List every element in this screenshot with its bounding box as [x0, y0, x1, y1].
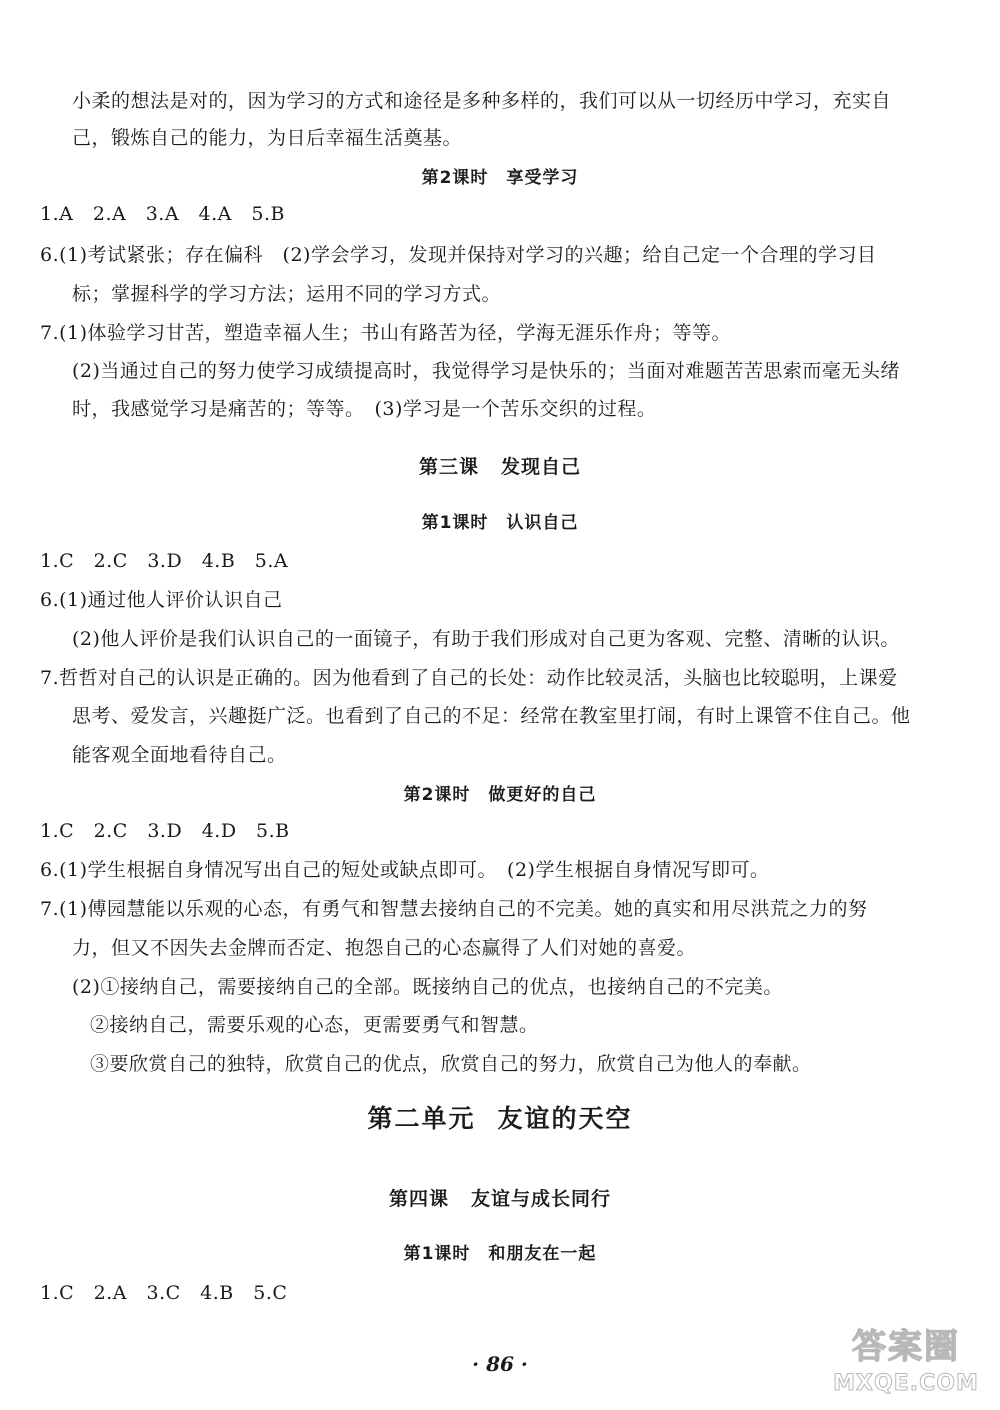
answer-line: 1.A 2.A 3.A 4.A 5.B	[40, 203, 285, 225]
text-line: ③要欣赏自己的独特，欣赏自己的优点，欣赏自己的努力，欣赏自己为他人的奉献。	[90, 1053, 812, 1075]
answer-line: 6.(1)通过他人评价认识自己	[40, 589, 283, 611]
text-line: (2)当通过自己的努力使学习成绩提高时，我觉得学习是快乐的；当面对难题苦苦思索而毫无头绪	[72, 360, 900, 382]
answer-line: 1.C 2.C 3.D 4.B 5.A	[40, 550, 289, 572]
text-line: 力，但又不因失去金牌而否定、抱怨自己的心态赢得了人们对她的喜爱。	[72, 937, 697, 959]
text-line: (2)他人评价是我们认识自己的一面镜子，有助于我们形成对自己更为客观、完整、清晰的认识。	[72, 628, 900, 650]
lesson-heading: 第2课时 享受学习	[421, 168, 579, 188]
text-line: 标；掌握科学的学习方法；运用不同的学习方式。	[72, 283, 502, 305]
text-line: 能客观全面地看待自己。	[72, 744, 287, 766]
watermark-logo	[818, 1318, 988, 1398]
text-line: 思考、爱发言，兴趣挺广泛。也看到了自己的不足：经常在教室里打闹，有时上课管不住自己。他	[72, 705, 911, 727]
answer-line: 7.哲哲对自己的认识是正确的。因为他看到了自己的长处：动作比较灵活，头脑也比较聪明，上课爱	[40, 667, 898, 689]
answer-line: 1.C 2.C 3.D 4.D 5.B	[40, 820, 290, 842]
answer-line: 6.(1)考试紧张；存在偏科 (2)学会学习，发现并保持对学习的兴趣；给自己定一个合理的学习目	[40, 244, 877, 266]
text-line: (2)①接纳自己，需要接纳自己的全部。既接纳自己的优点，也接纳自己的不完美。	[72, 976, 783, 998]
text-line: ②接纳自己，需要乐观的心态，更需要勇气和智慧。	[90, 1014, 539, 1036]
answer-line: 1.C 2.A 3.C 4.B 5.C	[40, 1282, 288, 1304]
lesson-heading: 第2课时 做更好的自己	[403, 785, 597, 805]
answer-line: 7.(1)傅园慧能以乐观的心态，有勇气和智慧去接纳自己的不完美。她的真实和用尽洪荒之力的努	[40, 898, 868, 920]
text-line: 己，锻炼自己的能力，为日后幸福生活奠基。	[72, 127, 463, 149]
answer-line: 7.(1)体验学习甘苦，塑造幸福人生；书山有路苦为径，学海无涯乐作舟；等等。	[40, 322, 732, 344]
course-heading: 第四课 友谊与成长同行	[388, 1188, 612, 1210]
course-heading: 第三课 发现自己	[418, 456, 582, 478]
text-line: 时，我感觉学习是痛苦的；等等。 (3)学习是一个苦乐交织的过程。	[72, 398, 657, 420]
watermark-url: MXQE.COM	[833, 1371, 979, 1396]
answer-line: 6.(1)学生根据自身情况写出自己的短处或缺点即可。 (2)学生根据自身情况写即可。	[40, 859, 770, 881]
unit-heading: 第二单元 友谊的天空	[367, 1104, 633, 1133]
watermark-title: 答案圈	[852, 1327, 960, 1367]
text-line: 小柔的想法是对的，因为学习的方式和途径是多种多样的，我们可以从一切经历中学习，充实自	[72, 90, 892, 112]
lesson-heading: 第1课时 认识自己	[421, 513, 579, 533]
lesson-heading: 第1课时 和朋友在一起	[403, 1244, 597, 1264]
page-number: · 86 ·	[472, 1352, 528, 1376]
